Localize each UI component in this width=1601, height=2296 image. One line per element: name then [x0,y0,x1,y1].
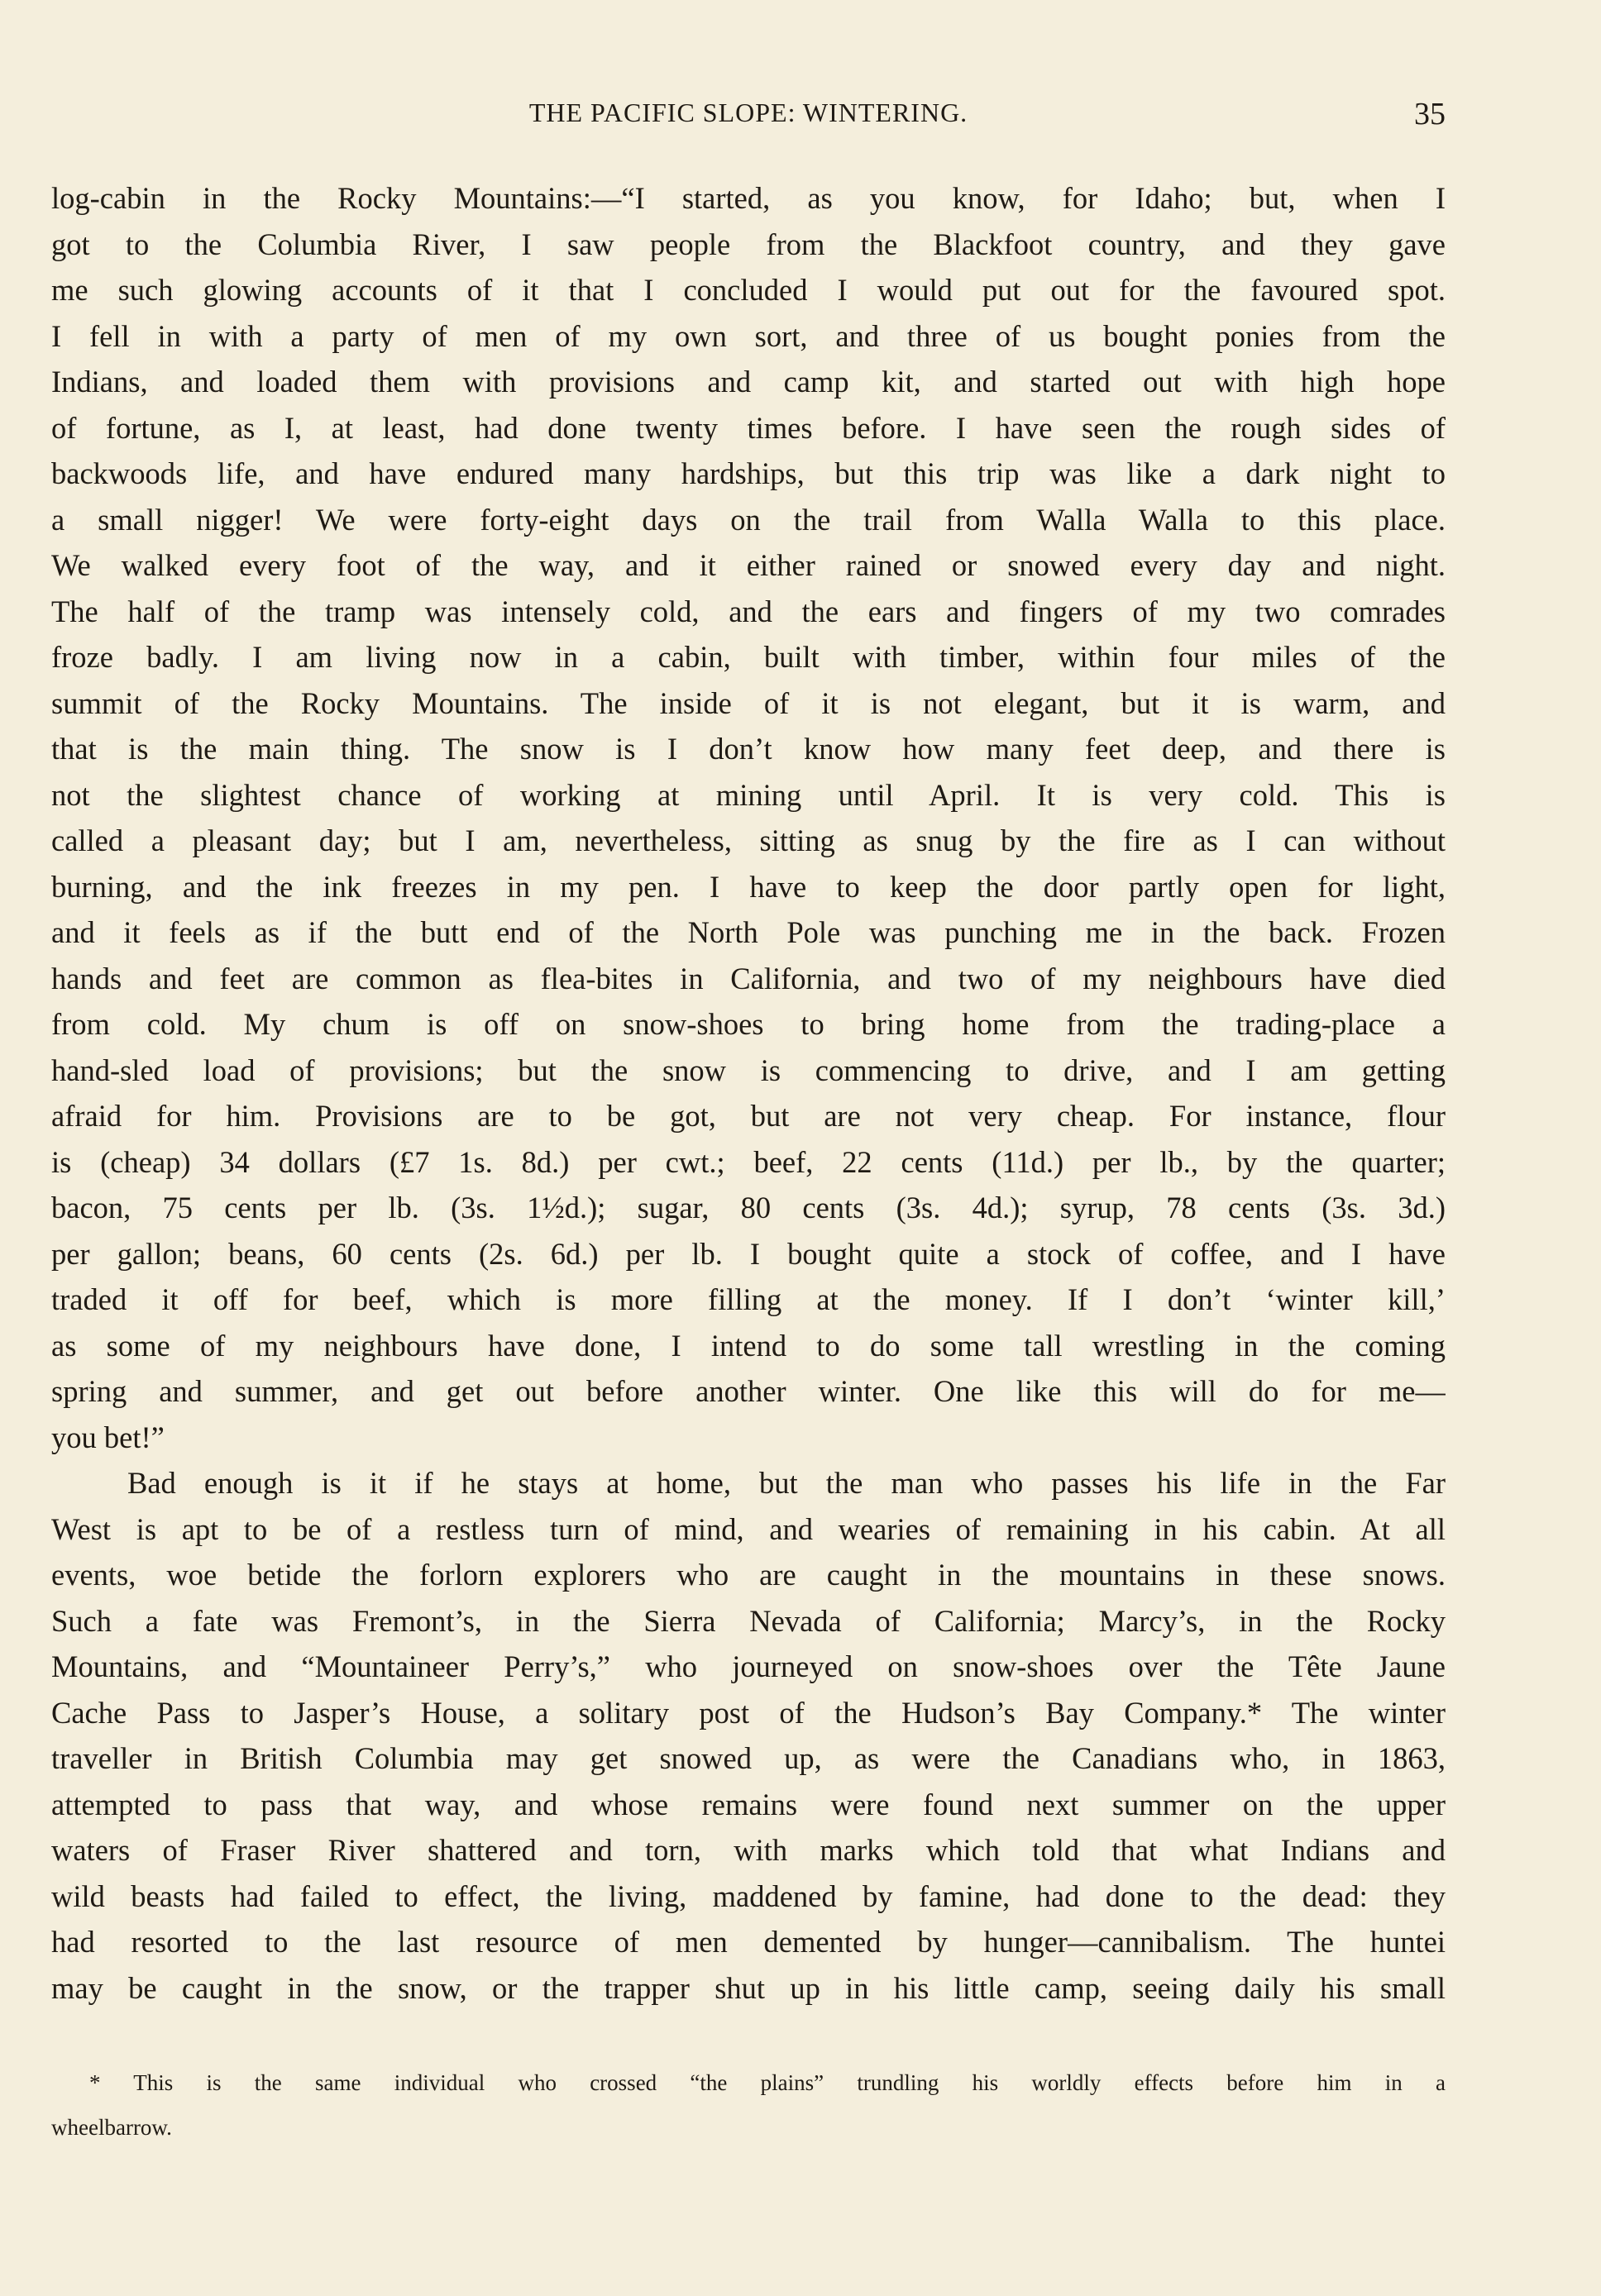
text-line: me such glowing accounts of it that I concluded I would put out for the favoured spot. [51,273,1446,307]
text-line: from cold. My chum is off on snow-shoes to bring home from the trading-place a [51,1007,1446,1041]
text-line: The half of the tramp was intensely cold, and the ears and fingers of my two comrades [51,594,1446,628]
text-line: West is apt to be of a restless turn of mind, and wearies of remaining in his cabin. At all [51,1511,1446,1546]
running-title: THE PACIFIC SLOPE: WINTERING. [528,98,968,127]
text-line: you bet!” [51,1420,165,1454]
text-line: attempted to pass that way, and whose remains were found next summer on the upper [51,1787,1446,1821]
text-line: Such a fate was Fremont’s, in the Sierra Nevada of California; Marcy’s, in the Rocky [51,1603,1446,1638]
footnote-line: * This is the same individual who crossed “the plains” trundling his worldly effects before him in a [89,2070,1446,2095]
text-line: Bad enough is it if he stays at home, but the man who passes his life in the Far [127,1466,1446,1500]
text-line: may be caught in the snow, or the trapper shut up in his little camp, seeing daily his small [51,1970,1446,2005]
text-line: events, woe betide the forlorn explorers who are caught in the mountains in these snows. [51,1558,1446,1592]
text-line: I fell in with a party of men of my own sort, and three of us bought ponies from the [51,318,1446,353]
text-line: waters of Fraser River shattered and torn, with marks which told that what Indians and [51,1833,1446,1867]
text-line: We walked every foot of the way, and it either rained or snowed every day and night. [51,548,1446,582]
text-line: Mountains, and “Mountaineer Perry’s,” who journeyed on snow-shoes over the Tête Jaune [51,1649,1446,1683]
text-line: that is the main thing. The snow is I don’t know how many feet deep, and there is [51,732,1446,766]
paragraph-2 [51,1460,1446,2011]
text-line: got to the Columbia River, I saw people from the Blackfoot country, and they gave [51,227,1446,261]
text-line: Indians, and loaded them with provisions and camp kit, and started out with high hope [51,365,1446,399]
text-line: and it feels as if the butt end of the North Pole was punching me in the back. Frozen [51,915,1446,949]
text-line: froze badly. I am living now in a cabin, built with timber, within four miles of the [51,640,1446,674]
text-line: log-cabin in the Rocky Mountains:—“I started, as you know, for Idaho; but, when I [51,181,1446,215]
text-line: burning, and the ink freezes in my pen. I have to keep the door partly open for light, [51,869,1446,904]
paragraph-1 [51,175,1446,1460]
text-line: had resorted to the last resource of men demented by hunger—cannibalism. The huntei [51,1925,1446,1959]
text-line: Cache Pass to Jasper’s House, a solitary post of the Hudson’s Bay Company.* The winter [51,1695,1446,1730]
text-line: not the slightest chance of working at mining until April. It is very cold. This is [51,777,1446,812]
text-line: backwoods life, and have endured many hardships, but this trip was like a dark night to [51,456,1446,490]
footnote [51,2060,1446,2150]
text-line: traveller in British Columbia may get snowed up, as were the Canadians who, in 1863, [51,1741,1446,1775]
text-line: hands and feet are common as flea-bites in California, and two of my neighbours have died [51,961,1446,995]
text-line: spring and summer, and get out before another winter. One like this will do for me— [51,1374,1446,1408]
text-line: of fortune, as I, at least, had done twenty times before. I have seen the rough sides of [51,410,1446,445]
text-line: summit of the Rocky Mountains. The inside of it is not elegant, but it is warm, and [51,685,1446,720]
text-line: a small nigger! We were forty-eight days on the trail from Walla Walla to this place. [51,502,1446,537]
text-line: as some of my neighbours have done, I intend to do some tall wrestling in the coming [51,1328,1446,1363]
footnote-line: wheelbarrow. [51,2115,172,2140]
text-line: hand-sled load of provisions; but the snow is commencing to drive, and I am getting [51,1053,1446,1087]
text-line: traded it off for beef, which is more filling at the money. If I don’t ‘winter kill,’ [51,1282,1446,1316]
text-line: called a pleasant day; but I am, nevertheless, sitting as snug by the fire as I can without [51,823,1446,857]
text-line: bacon, 75 cents per lb. (3s. 1½d.); sugar, 80 cents (3s. 4d.); syrup, 78 cents (3s. 3d.) [51,1191,1446,1224]
text-line: is (cheap) 34 dollars (£7 1s. 8d.) per cwt.; beef, 22 cents (11d.) per lb., by the quarter; [51,1144,1446,1179]
text-line: wild beasts had failed to effect, the living, maddened by famine, had done to the dead: they [51,1878,1446,1913]
text-line: per gallon; beans, 60 cents (2s. 6d.) per lb. I bought quite a stock of coffee, and I have [51,1236,1446,1271]
running-head [51,98,1446,139]
text-line: afraid for him. Provisions are to be got, but are not very cheap. For instance, flour [51,1099,1446,1133]
page-number: 35 [1414,97,1446,131]
body-text [51,175,1446,2011]
